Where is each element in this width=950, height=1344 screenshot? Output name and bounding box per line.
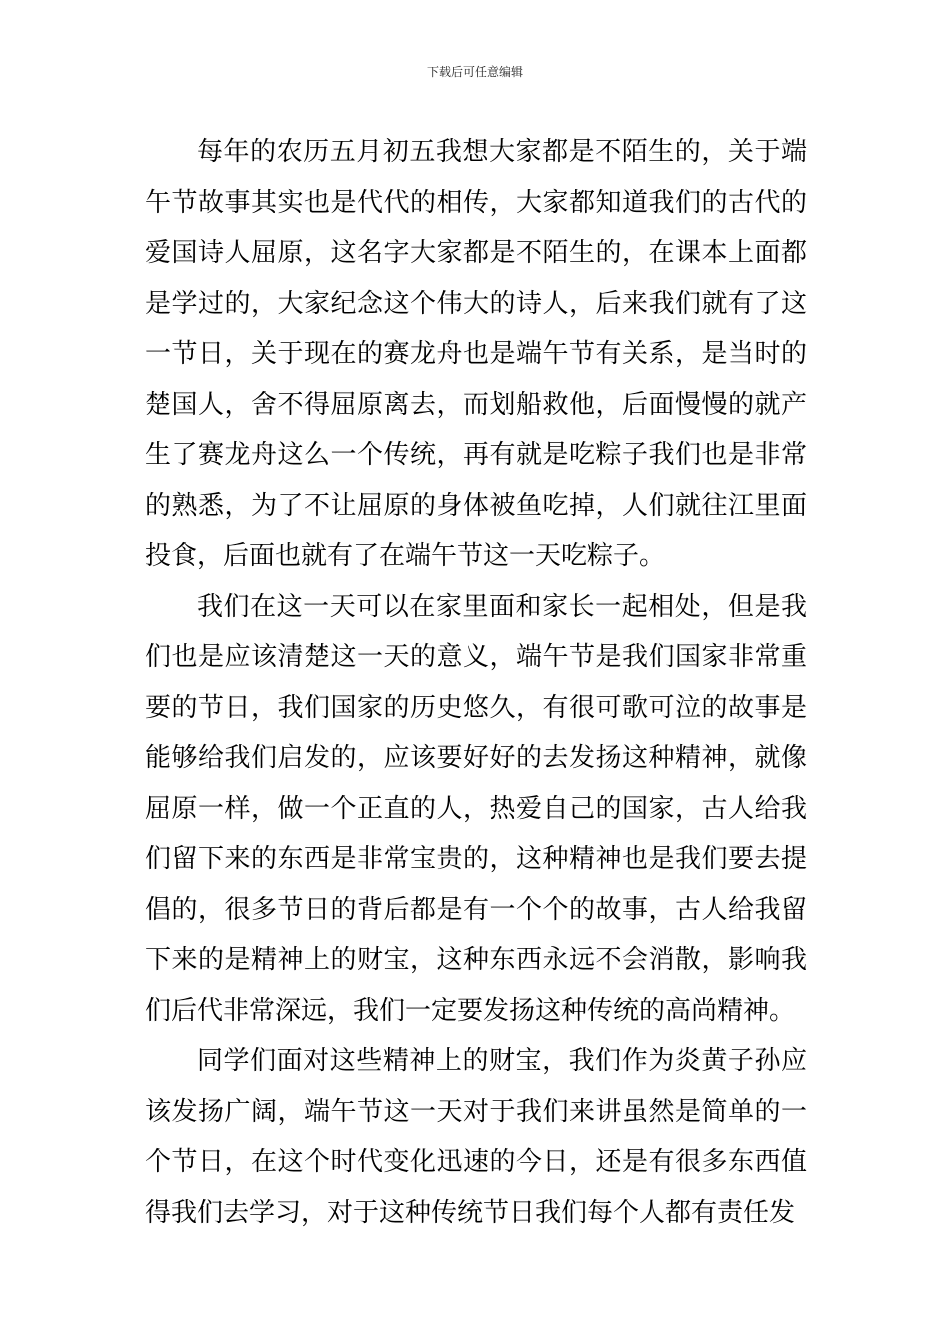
document-body bbox=[145, 127, 807, 1238]
paragraph-1: 每年的农历五月初五我想大家都是不陌生的，关于端午节故事其实也是代代的相传，大家都知道我们的古代的爱国诗人屈原，这名字大家都是不陌生的，在课本上面都是学过的，大家纪念这个伟大的诗人，后来我们就有了这一节日，关于现在的赛龙舟也是端午节有关系，是当时的楚国人，舍不得屈原离去，而划船救他，后面慢慢的就产生了赛龙舟这么一个传统，再有就是吃粽子我们也是非常的熟悉，为了不让屈原的身体被鱼吃掉，人们就往江里面投食，后面也就有了在端午节这一天吃粽子。 bbox=[145, 137, 807, 571]
paragraph-3: 同学们面对这些精神上的财宝，我们作为炎黄子孙应该发扬广阔，端午节这一天对于我们来讲虽然是简单的一个节日，在这个时代变化迅速的今日，还是有很多东西值得我们去学习，对于这种传统节日我们每个人都有责任发 bbox=[145, 1046, 807, 1228]
page-header: 下载后可任意编辑 bbox=[426, 65, 523, 79]
paragraph-2: 我们在这一天可以在家里面和家长一起相处，但是我们也是应该清楚这一天的意义，端午节是我们国家非常重要的节日，我们国家的历史悠久，有很可歌可泣的故事是能够给我们启发的，应该要好好的去发扬这种精神，就像屈原一样，做一个正直的人，热爱自己的国家，古人给我们留下来的东西是非常宝贵的，这种精神也是我们要去提倡的，很多节日的背后都是有一个个的故事，古人给我留下来的是精神上的财宝，这种东西永远不会消散，影响我们后代非常深远，我们一定要发扬这种传统的高尚精神。 bbox=[145, 591, 807, 1026]
